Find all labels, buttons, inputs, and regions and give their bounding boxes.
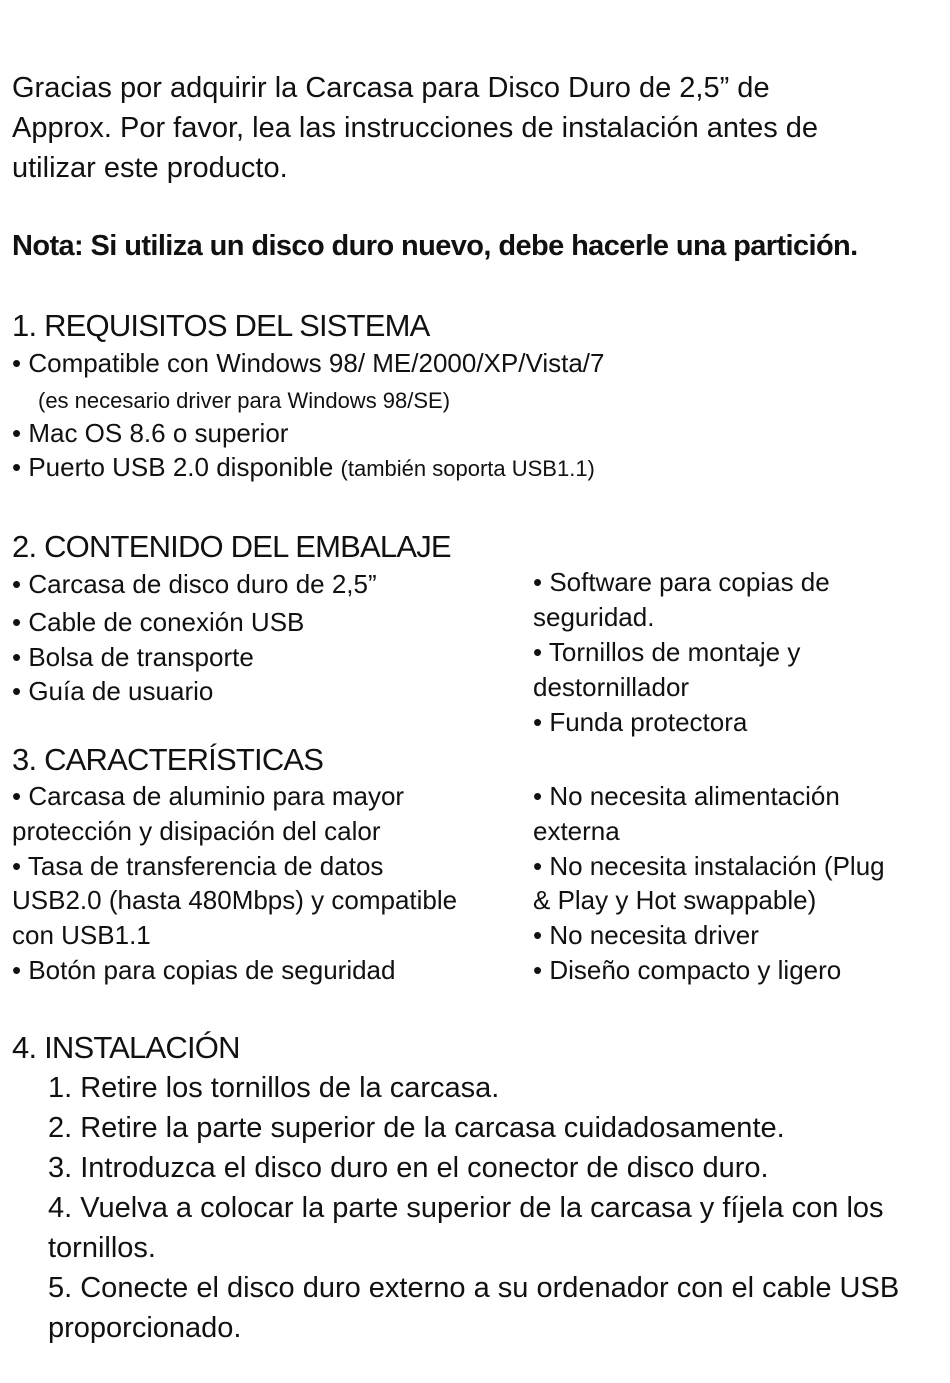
section-2-left-item: • Carcasa de disco duro de 2,5” <box>12 569 377 599</box>
installation-step: 1. Retire los tornillos de la carcasa. <box>48 1072 500 1104</box>
section-1-title: 1. REQUISITOS DEL SISTEMA <box>12 308 430 343</box>
section-2-right-item: destornillador <box>533 672 690 702</box>
section-2-left-item: • Bolsa de transporte <box>12 642 254 672</box>
section-2-title: 2. CONTENIDO DEL EMBALAJE <box>12 529 451 564</box>
section-3-right-line: • No necesita instalación (Plug <box>533 851 885 881</box>
section-3-right-line: • No necesita driver <box>533 920 759 950</box>
section-2-left-item: • Guía de usuario <box>12 676 214 706</box>
section-3-left-line: • Carcasa de aluminio para mayor <box>12 781 405 811</box>
section-3-left-line: • Botón para copias de seguridad <box>12 955 396 985</box>
section-1-item-subnote: (es necesario driver para Windows 98/SE) <box>38 388 451 413</box>
section-3-left-line: protección y disipación del calor <box>12 816 381 846</box>
intro-line: utilizar este producto. <box>12 152 288 184</box>
intro-paragraph <box>12 68 922 188</box>
partition-note: Nota: Si utiliza un disco duro nuevo, debe hacerle una partición. <box>12 230 858 262</box>
section-3-right-line: & Play y Hot swappable) <box>533 885 817 915</box>
installation-steps <box>48 1068 918 1348</box>
installation-step: 2. Retire la parte superior de la carcasa cuidadosamente. <box>48 1112 785 1144</box>
section-3-left-line: con USB1.1 <box>12 920 151 950</box>
section-1-item-note: (también soporta USB1.1) <box>340 456 595 481</box>
section-3-left-line: USB2.0 (hasta 480Mbps) y compatible <box>12 885 458 915</box>
installation-step: 5. Conecte el disco duro externo a su ordenador con el cable USB proporcionado. <box>48 1272 900 1344</box>
installation-step: 4. Vuelva a colocar la parte superior de la carcasa y fíjela con los tornillos. <box>48 1192 884 1264</box>
section-1-item <box>12 450 595 486</box>
section-3-title: 3. CARACTERÍSTICAS <box>12 742 324 777</box>
intro-line: Approx. Por favor, lea las instrucciones de instalación antes de <box>12 112 819 144</box>
section-3-right-line: externa <box>533 816 620 846</box>
section-3-right-line: • Diseño compacto y ligero <box>533 955 842 985</box>
section-3-left-line: • Tasa de transferencia de datos <box>12 851 384 881</box>
section-2-right-item: • Tornillos de montaje y <box>533 637 801 667</box>
section-2-right-item: • Software para copias de <box>533 567 830 597</box>
section-2-left-item: • Cable de conexión USB <box>12 607 305 637</box>
installation-step: 3. Introduzca el disco duro en el conector de disco duro. <box>48 1152 769 1184</box>
section-1-item-main: • Puerto USB 2.0 disponible <box>12 452 341 482</box>
section-3-right-line: • No necesita alimentación <box>533 781 840 811</box>
section-1-item: • Mac OS 8.6 o superior <box>12 418 289 448</box>
intro-line: Gracias por adquirir la Carcasa para Disco Duro de 2,5” de <box>12 72 770 104</box>
section-4-title: 4. INSTALACIÓN <box>12 1030 240 1065</box>
section-1-item: • Compatible con Windows 98/ ME/2000/XP/Vista/7 <box>12 348 605 378</box>
section-2-right-item: seguridad. <box>533 602 655 632</box>
section-2-right-item: • Funda protectora <box>533 707 748 737</box>
